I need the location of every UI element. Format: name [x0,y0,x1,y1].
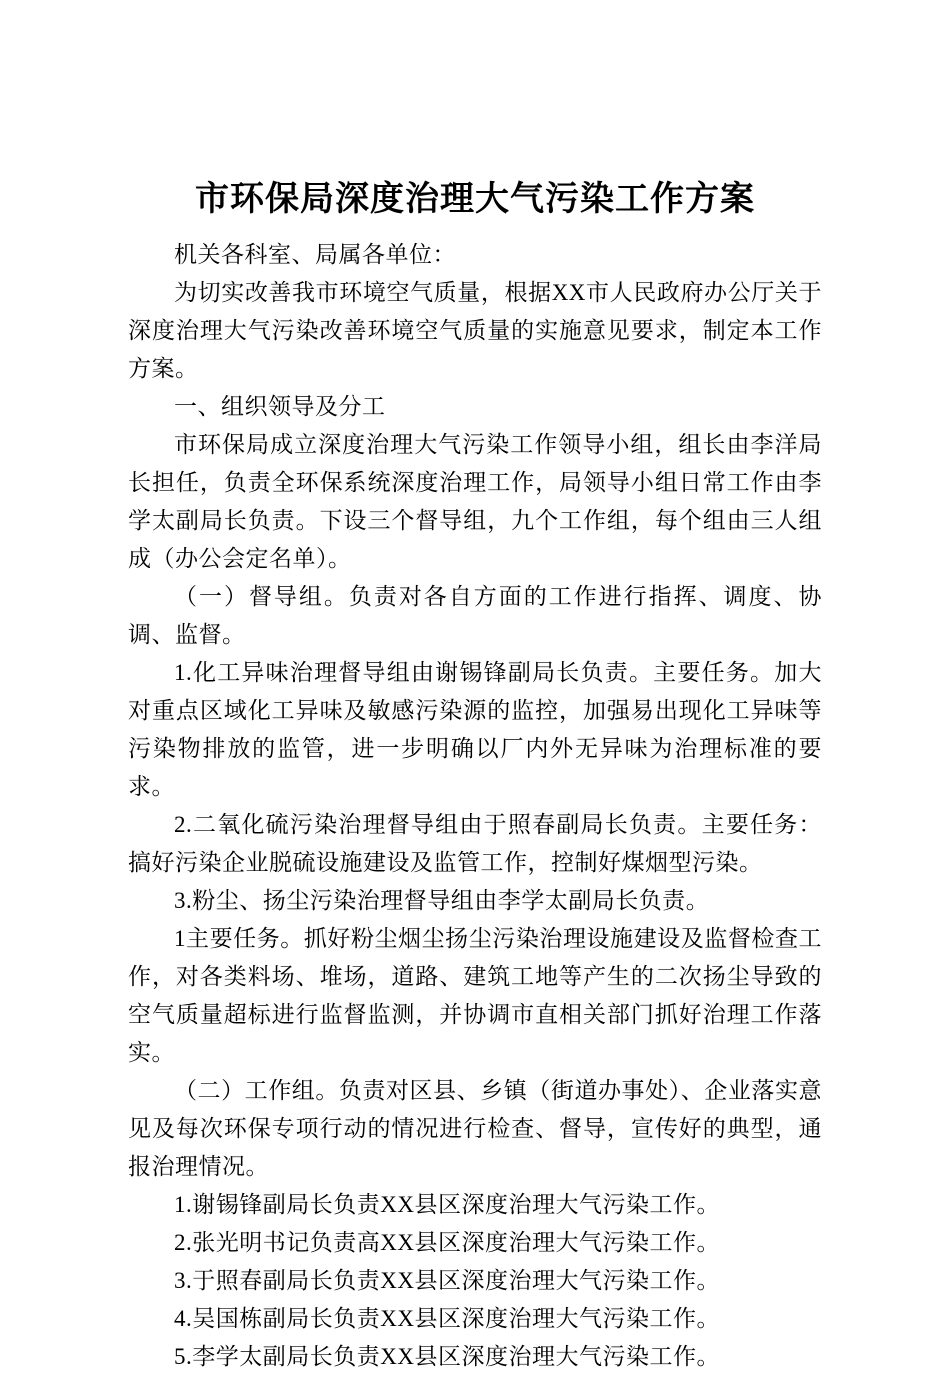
paragraph-work-item-4: 4.吴国栋副局长负责XX县区深度治理大气污染工作。 [174,1306,720,1332]
paragraph-work-item-3: 3.于照春副局长负责XX县区深度治理大气污染工作。 [174,1268,720,1294]
paragraph-supervision-item-3: 3.粉尘、扬尘污染治理督导组由李学太副局长负责。 [174,888,710,914]
paragraph-work-item-2: 2.张光明书记负责高XX县区深度治理大气污染工作。 [174,1230,720,1256]
paragraph-leadership: 市环保局成立深度治理大气污染工作领导小组，组长由李洋局长担任，负责全环保系统深度治理工作，局领导小组日常工作由李学太副局长负责。下设三个督导组，九个工作组，每个组由三人组成（办公会定名单）。 [128,432,822,572]
paragraph-work-group: （二）工作组。负责对区县、乡镇（街道办事处）、企业落实意见及每次环保专项行动的情况进行检查、督导，宣传好的典型，通报治理情况。 [128,1078,822,1180]
paragraph-supervision-group: （一）督导组。负责对各自方面的工作进行指挥、调度、协调、监督。 [128,584,822,648]
paragraph-supervision-item-3-task: 1主要任务。抓好粉尘烟尘扬尘污染治理设施建设及监督检查工作，对各类料场、堆场，道路、建筑工地等产生的二次扬尘导致的空气质量超标进行监督监测，并协调市直相关部门抓好治理工作落实。 [128,926,822,1066]
paragraph-intro: 为切实改善我市环境空气质量，根据XX市人民政府办公厅关于深度治理大气污染改善环境空气质量的实施意见要求，制定本工作方案。 [128,280,822,382]
paragraph-section-heading: 一、组织领导及分工 [174,394,386,420]
paragraph-salutation: 机关各科室、局属各单位： [174,242,456,268]
paragraph-work-item-5: 5.李学太副局长负责XX县区深度治理大气污染工作。 [174,1344,720,1370]
document-title: 市环保局深度治理大气污染工作方案 [195,181,755,218]
paragraph-work-item-1: 1.谢锡锋副局长负责XX县区深度治理大气污染工作。 [174,1192,720,1218]
paragraph-supervision-item-2: 2.二氧化硫污染治理督导组由于照春副局长负责。主要任务：搞好污染企业脱硫设施建设及监管工作，控制好煤烟型污染。 [128,812,822,876]
paragraph-supervision-item-1: 1.化工异味治理督导组由谢锡锋副局长负责。主要任务。加大对重点区域化工异味及敏感污染源的监控，加强易出现化工异味等污染物排放的监管，进一步明确以厂内外无异味为治理标准的要求。 [128,660,822,800]
